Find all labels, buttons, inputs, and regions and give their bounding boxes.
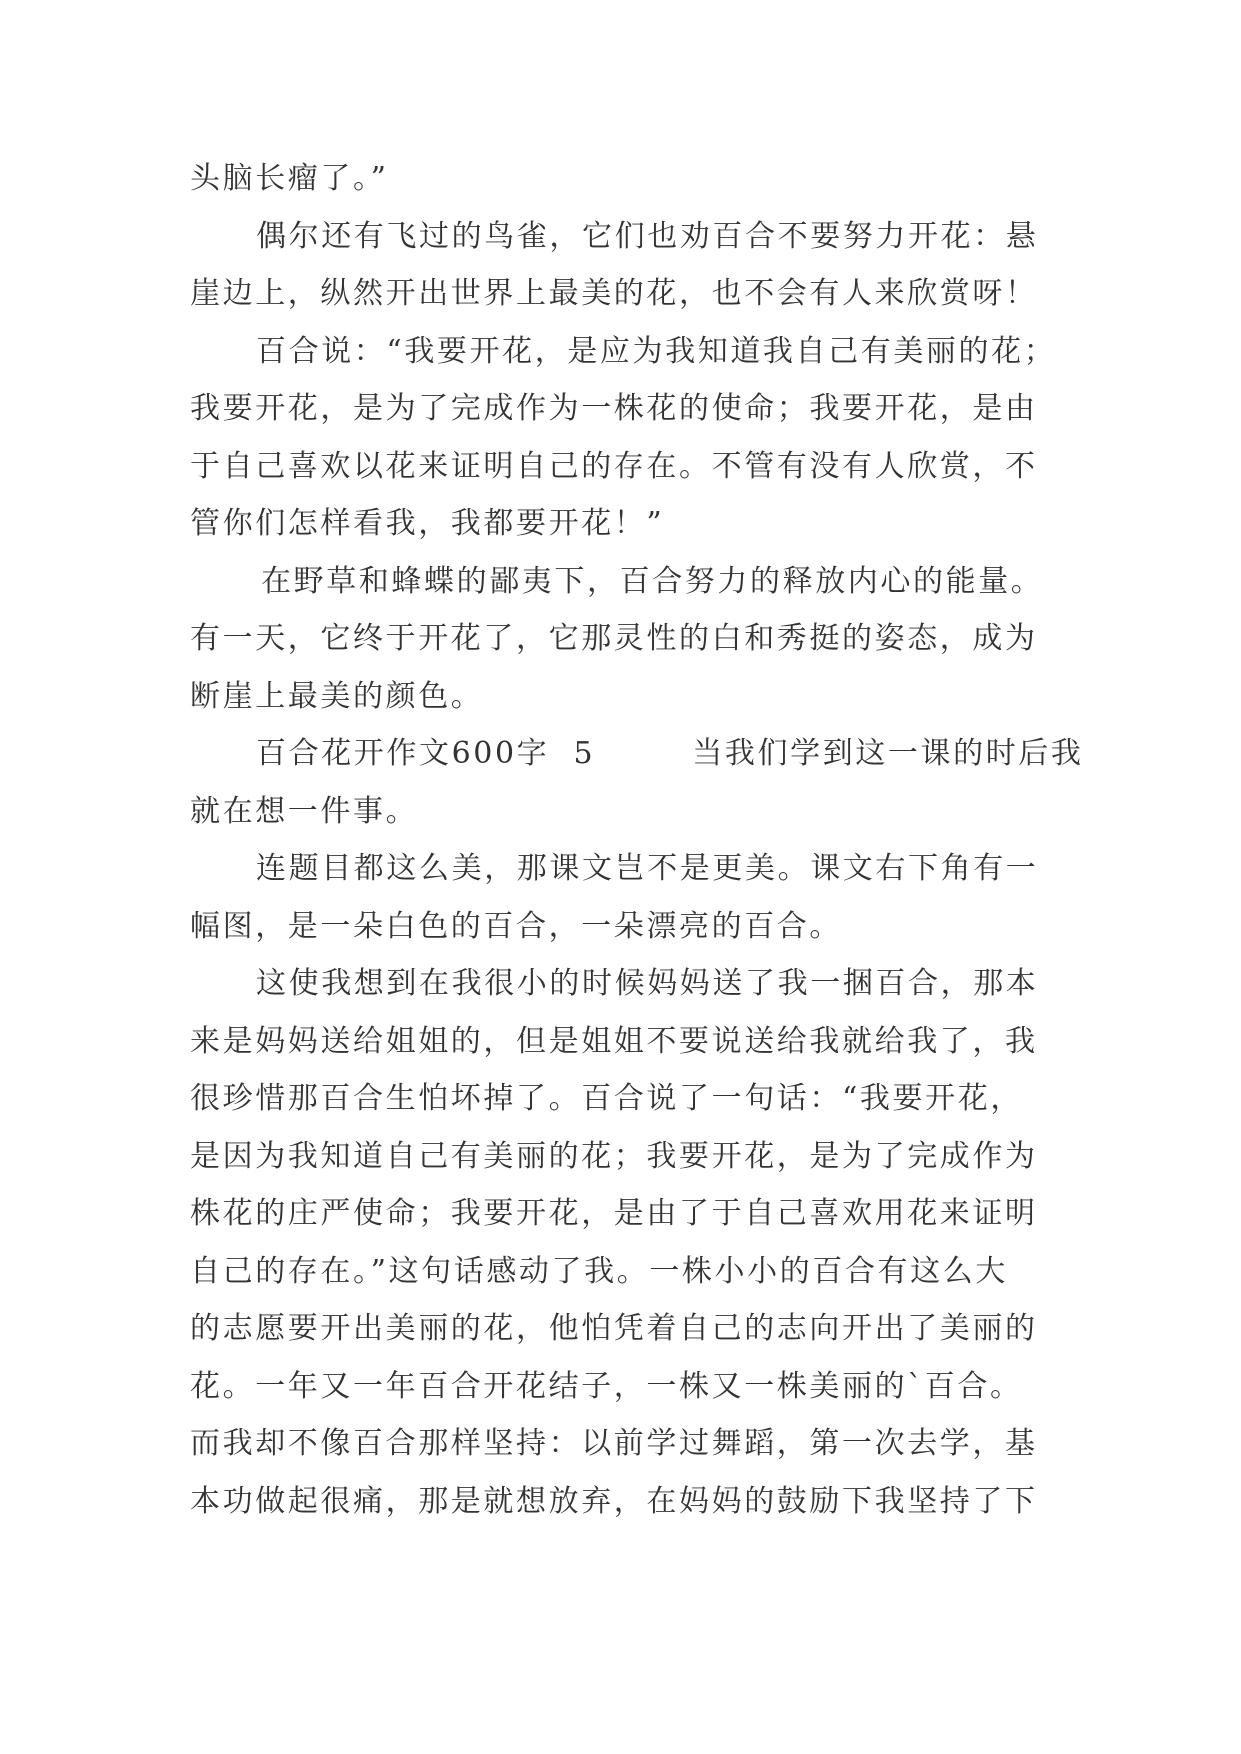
section-title-line: 百合花开作文600字 5 当我们学到这一课的时后我 bbox=[256, 736, 1084, 771]
text-line: 来是妈妈送给姐姐的，但是姐姐不要说送给我就给我了，我 bbox=[190, 1023, 1038, 1059]
text-line: 而我却不像百合那样坚持：以前学过舞蹈，第一次去学，基 bbox=[190, 1426, 1038, 1461]
document-body bbox=[190, 150, 1084, 1530]
text-line: 头脑长瘤了。” bbox=[190, 161, 389, 196]
paragraph-start-line: 百合说：“我要开花，是应为我知道我自己有美丽的花； bbox=[256, 333, 1057, 369]
text-line: 本功做起很痛，那是就想放弃，在妈妈的鼓励下我坚持了下 bbox=[190, 1483, 1038, 1519]
paragraph-start-line: 这使我想到在我很小的时候妈妈送了我一捆百合，那本 bbox=[256, 966, 1039, 1001]
text-line: 有一天，它终于开花了，它那灵性的白和秀挺的姿态，成为 bbox=[190, 621, 1038, 656]
text-line: 断崖上最美的颜色。 bbox=[190, 678, 484, 714]
text-line: 的志愿要开出美丽的花，他怕凭着自己的志向开出了美丽的 bbox=[190, 1311, 1038, 1346]
text-line: 崖边上，纵然开出世界上最美的花，也不会有人来欣赏呀！ bbox=[190, 276, 1038, 311]
paragraph-start-line: 连题目都这么美，那课文岂不是更美。课文右下角有一 bbox=[256, 851, 1039, 886]
text-line: 幅图，是一朵白色的百合，一朵漂亮的百合。 bbox=[190, 908, 842, 944]
text-line: 株花的庄严使命；我要开花，是由了于自己喜欢用花来证明 bbox=[190, 1196, 1038, 1231]
paragraph-start-line: 在野草和蜂蝶的鄙夷下，百合努力的释放内心的能量。 bbox=[261, 563, 1044, 599]
text-line: 于自己喜欢以花来证明自己的存在。不管有没有人欣赏，不 bbox=[190, 448, 1038, 484]
text-line: 花。一年又一年百合开花结子，一株又一株美丽的`百合。 bbox=[190, 1368, 1023, 1404]
text-line: 管你们怎样看我，我都要开花！” bbox=[190, 506, 665, 541]
text-line: 自己的存在。”这句话感动了我。一株小小的百合有这么大 bbox=[190, 1253, 1008, 1289]
text-line: 我要开花，是为了完成作为一株花的使命；我要开花，是由 bbox=[190, 391, 1038, 426]
text-line: 很珍惜那百合生怕坏掉了。百合说了一句话：“我要开花， bbox=[190, 1081, 1023, 1116]
paragraph-start-line: 偶尔还有飞过的鸟雀，它们也劝百合不要努力开花：悬 bbox=[256, 218, 1039, 254]
text-line: 是因为我知道自己有美丽的花；我要开花，是为了完成作为 bbox=[190, 1138, 1038, 1174]
text-line: 就在想一件事。 bbox=[190, 793, 419, 829]
